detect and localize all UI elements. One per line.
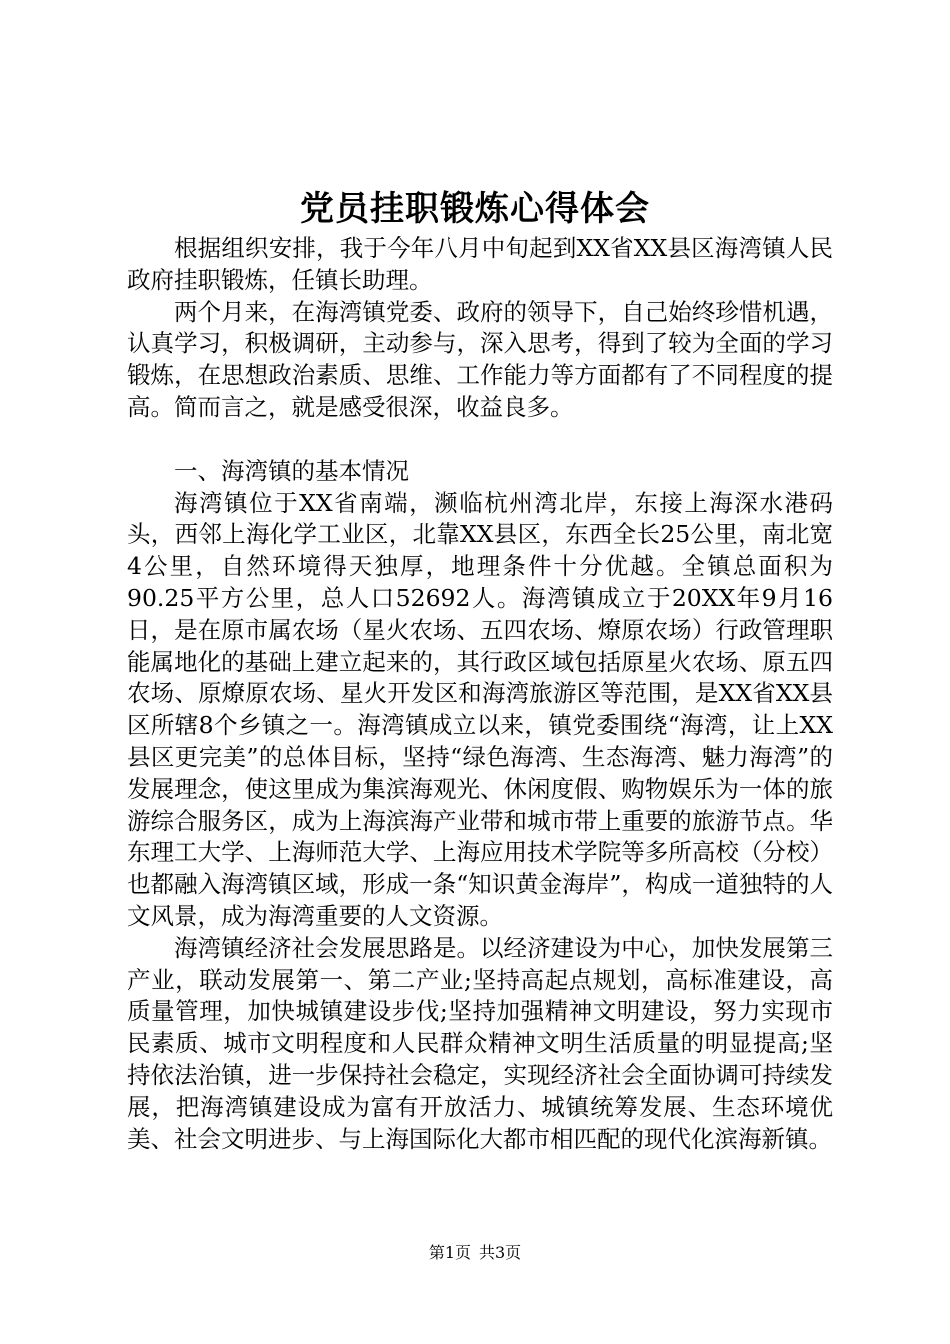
document-title: 党员挂职锻炼心得体会 xyxy=(300,189,650,229)
paragraph-spacer xyxy=(127,424,833,456)
intro-paragraph-2: 两个月来，在海湾镇党委、政府的领导下，自己始终珍惜机遇，认真学习，积极调研，主动参与，深入思考，得到了较为全面的学习锻炼，在思想政治素质、思维、工作能力等方面都有了不同程度的提高。简而言之，就是感受很深，收益良多。 xyxy=(127,297,833,421)
document-body xyxy=(127,233,833,1155)
intro-paragraph-1: 根据组织安排，我于今年八月中旬起到XX省XX县区海湾镇人民政府挂职锻炼，任镇长助理。 xyxy=(127,234,833,294)
section-paragraph-2: 海湾镇经济社会发展思路是。以经济建设为中心，加快发展第三产业，联动发展第一、第二产业;坚持高起点规划，高标准建设，高质量管理，加快城镇建设步伐;坚持加强精神文明建设，努力实现市民素质、城市文明程度和人民群众精神文明生活质量的明显提高;坚持依法治镇，进一步保持社会稳定，实现经济社会全面协调可持续发展，把海湾镇建设成为富有开放活力、城镇统筹发展、生态环境优美、社会文明进步、与上海国际化大都市相匹配的现代化滨海新镇。 xyxy=(127,933,833,1153)
section-heading: 一、海湾镇的基本情况 xyxy=(174,456,409,485)
section-paragraph-1: 海湾镇位于XX省南端，濒临杭州湾北岸，东接上海深水港码头，西邻上海化学工业区，北靠XX县区，东西全长25公里，南北宽4公里，自然环境得天独厚，地理条件十分优越。全镇总面积为90.25平方公里，总人口52692人。海湾镇成立于20XX年9月16日，是在原市属农场（星火农场、五四农场、燎原农场）行政管理职能属地化的基础上建立起来的，其行政区域包括原星火农场、原五四农场、原燎原农场、星火开发区和海湾旅游区等范围，是XX省XX县区所辖8个乡镇之一。海湾镇成立以来，镇党委围绕“海湾，让上XX县区更完美”的总体目标，坚持“绿色海湾、生态海湾、魅力海湾”的发展理念，使这里成为集滨海观光、休闲度假、购物娱乐为一体的旅游综合服务区，成为上海滨海产业带和城市带上重要的旅游节点。华东理工大学、上海师范大学、上海应用技术学院等多所高校（分校）也都融入海湾镇区域，形成一条“知识黄金海岸”，构成一道独特的人文风景，成为海湾重要的人文资源。 xyxy=(127,488,833,930)
page-number: 第1页 xyxy=(428,1243,471,1262)
page-footer xyxy=(0,1242,950,1264)
page-total: 共3页 xyxy=(479,1243,522,1262)
